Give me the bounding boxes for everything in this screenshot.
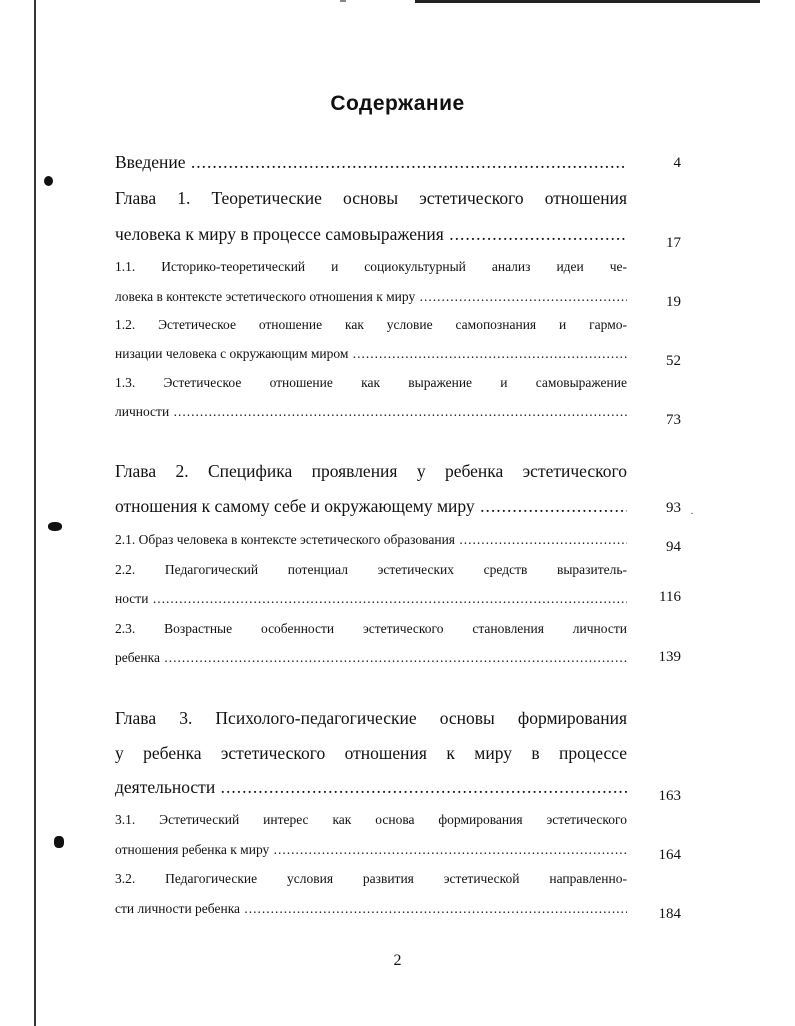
toc-line: деятельности ..... <box>115 779 627 797</box>
toc-line: 2.1. Образ человека в контексте эстетического образования ..... <box>115 533 627 547</box>
toc-page-number: 52 <box>666 353 681 369</box>
toc-line: 1.2. Эстетическое отношение как условие самопознания и гармо- <box>115 318 627 332</box>
toc-line: 1.3. Эстетическое отношение как выражение и самовыражение <box>115 376 627 390</box>
toc-line: ребенка ..... <box>115 651 627 665</box>
toc-page-number: 93 <box>666 500 681 516</box>
toc-page-number: 139 <box>658 649 681 665</box>
toc-line: 2.3. Возрастные особенности эстетического становления личности <box>115 622 627 636</box>
toc-line: человека к миру в процессе самовыражения ..... <box>115 226 627 244</box>
toc-page-number: 184 <box>658 906 681 922</box>
toc-line: у ребенка эстетического отношения к миру в процессе <box>115 745 627 763</box>
page-number: 2 <box>393 952 402 969</box>
toc-line: отношения ребенка к миру ..... <box>115 843 627 857</box>
binding-hole-1 <box>44 176 53 186</box>
toc-line: Глава 2. Специфика проявления у ребенка эстетического <box>115 463 627 481</box>
toc-line: отношения к самому себе и окружающему миру ..... <box>115 498 627 516</box>
scan-edge-left <box>34 0 36 1026</box>
toc-line: Введение ..... <box>115 154 627 172</box>
toc-page-number: 116 <box>659 589 681 605</box>
toc-line: личности ..... <box>115 405 627 419</box>
toc-line: низации человека с окружающим миром ..... <box>115 347 627 361</box>
toc-line: ности ..... <box>115 592 627 606</box>
toc-page-number: 19 <box>666 294 681 310</box>
binding-hole-2 <box>48 522 62 531</box>
toc-line: Глава 3. Психолого-педагогические основы формирования <box>115 710 627 728</box>
toc-line: 1.1. Историко-теоретический и социокультурный анализ идеи че- <box>115 260 627 274</box>
toc-page-number: 164 <box>658 847 681 863</box>
scan-edge-top <box>415 0 760 3</box>
toc-page-number: 94 <box>666 539 681 555</box>
toc-page-number: 73 <box>666 412 681 428</box>
toc-line: 2.2. Педагогический потенциал эстетических средств выразитель- <box>115 563 627 577</box>
toc-line: сти личности ребенка ..... <box>115 902 627 916</box>
scan-edge-mark <box>340 0 346 2</box>
toc-page-number: 4 <box>673 155 681 171</box>
stray-mark: · <box>690 506 694 520</box>
toc-page-number: 163 <box>658 788 681 804</box>
toc-line: ловека в контексте эстетического отношения к миру ..... <box>115 290 627 304</box>
page-title: Содержание <box>330 92 465 115</box>
toc-line: Глава 1. Теоретические основы эстетического отношения <box>115 190 627 208</box>
binding-hole-3 <box>54 836 64 848</box>
toc-page-number: 17 <box>666 235 681 251</box>
toc-line: 3.2. Педагогические условия развития эстетической направленно- <box>115 872 627 886</box>
toc-line: 3.1. Эстетический интерес как основа формирования эстетического <box>115 813 627 827</box>
